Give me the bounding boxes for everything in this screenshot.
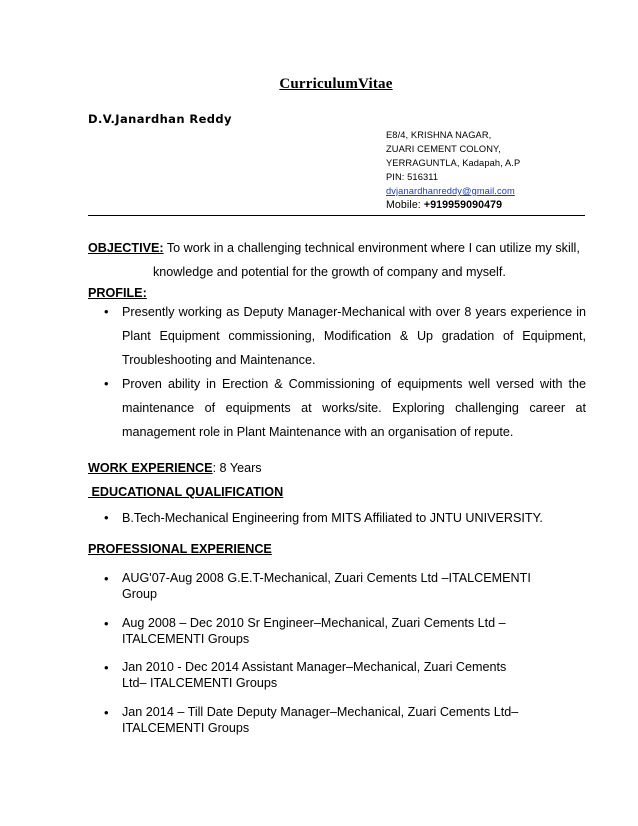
email-link[interactable]: dvjanardhanreddy@gmail.com xyxy=(386,186,515,196)
work-experience-value: : 8 Years xyxy=(212,461,262,475)
objective-heading: OBJECTIVE: xyxy=(88,241,164,255)
address-pin: PIN: 516311 xyxy=(386,172,439,182)
address-line-2: ZUARI CEMENT COLONY, xyxy=(386,144,501,154)
education-list xyxy=(88,506,586,530)
experience-item: • Aug 2008 – Dec 2010 Sr Engineer–Mechanical, Zuari Cements Ltd – ITALCEMENTI Groups xyxy=(88,615,586,647)
address-line-1: E8/4, KRISHNA NAGAR, xyxy=(386,130,492,140)
mobile-number: +919959090479 xyxy=(423,199,503,211)
document-title: CurriculumVitae xyxy=(279,76,393,92)
header-divider xyxy=(88,215,585,216)
professional-experience-list xyxy=(88,570,586,748)
objective-text: To work in a challenging technical environment where I can utilize my skill, xyxy=(163,241,580,255)
profile-item: • Presently working as Deputy Manager-Mechanical with over 8 years experience in Plant Equipment commissioning, Modification & Up gradation of Equipment, Troubleshooting and Maintenance. xyxy=(88,300,586,372)
education-item: • B.Tech-Mechanical Engineering from MITS Affiliated to JNTU UNIVERSITY. xyxy=(88,506,586,530)
address-line-3: YERRAGUNTLA, Kadapah, A.P xyxy=(386,158,521,168)
candidate-name: D.V.Janardhan Reddy xyxy=(88,112,232,126)
experience-item: • Jan 2010 - Dec 2014 Assistant Manager–Mechanical, Zuari Cements Ltd– ITALCEMENTI Groups xyxy=(88,659,586,691)
contact-block xyxy=(386,128,520,212)
education-heading: EDUCATIONAL QUALIFICATION xyxy=(88,485,284,499)
profile-item: • Proven ability in Erection & Commissioning of equipments well versed with the maintenance of equipments at works/site. Exploring challenging career at management role in Plant Maintenance with an organisation of repute. xyxy=(88,372,586,444)
experience-item: • Jan 2014 – Till Date Deputy Manager–Mechanical, Zuari Cements Ltd– ITALCEMENTI Groups xyxy=(88,704,586,736)
work-experience-heading: WORK EXPERIENCE xyxy=(88,461,213,475)
work-experience-section xyxy=(88,456,262,480)
experience-item: • AUG'07-Aug 2008 G.E.T-Mechanical, Zuari Cements Ltd –ITALCEMENTI Group xyxy=(88,570,586,602)
objective-section xyxy=(88,236,586,260)
mobile-label: Mobile: xyxy=(386,199,424,211)
professional-experience-heading: PROFESSIONAL EXPERIENCE xyxy=(88,542,272,556)
profile-heading: PROFILE: xyxy=(88,286,147,300)
profile-list xyxy=(88,300,586,444)
objective-text-continued: knowledge and potential for the growth of company and myself. xyxy=(153,265,506,279)
mobile-line xyxy=(386,198,520,212)
